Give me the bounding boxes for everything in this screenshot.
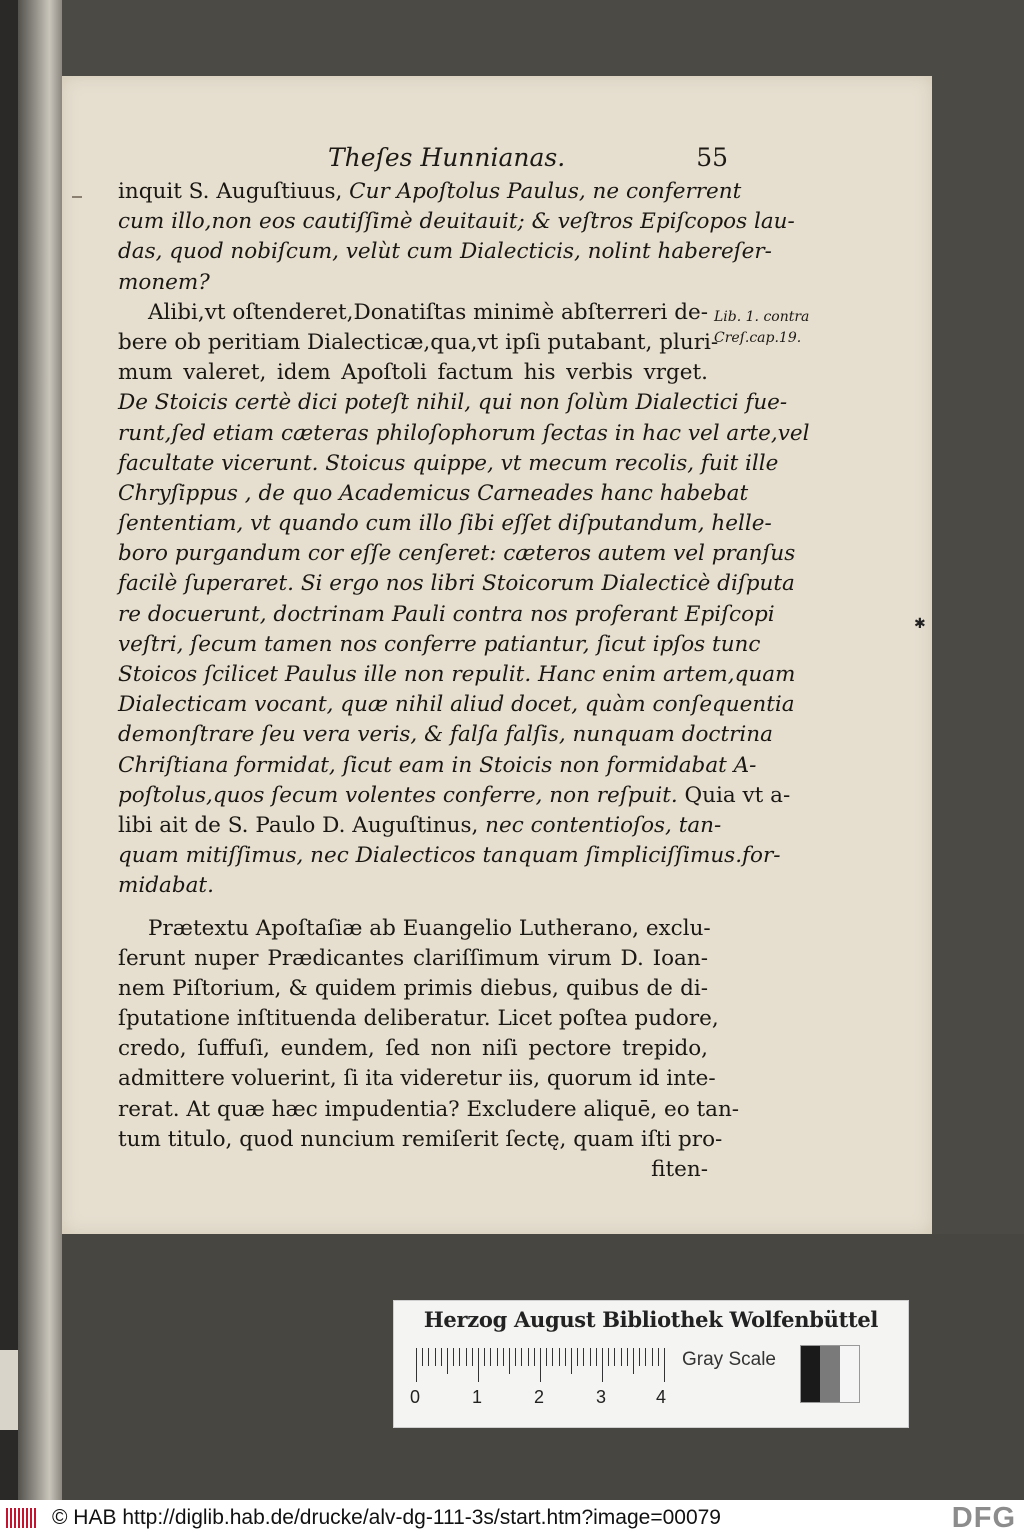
ruler-number: 3: [596, 1387, 607, 1407]
ruler-tick: [484, 1348, 485, 1366]
ruler-number: 0: [410, 1387, 421, 1407]
ruler-tick: [515, 1348, 516, 1366]
asterisk-mark: ✱: [914, 616, 926, 632]
running-head: [328, 143, 728, 172]
ruler-tick: [453, 1348, 454, 1366]
ruler-tick: [441, 1348, 442, 1366]
ruler-tick: [552, 1348, 553, 1366]
margin-note-line: Lib. 1. contra: [714, 309, 810, 325]
footer-bar: [0, 1500, 1024, 1535]
text-line: midabat.: [118, 873, 214, 899]
ruler-tick: [571, 1348, 572, 1374]
text-line: [118, 177, 742, 207]
swatch-white: [840, 1346, 859, 1402]
color-calibration-label: [393, 1300, 909, 1428]
ruler-tick: [466, 1348, 467, 1366]
ruler-tick: [645, 1348, 646, 1366]
text-line: ſputatione inſtituenda deliberatur. Licet poſtea pudore,: [118, 1006, 719, 1032]
ruler-tick: [497, 1348, 498, 1366]
ruler-tick: [577, 1348, 578, 1366]
text-line: tum titulo, quod nuncium remiſerit ſectę, quam iſti pro-: [118, 1126, 723, 1152]
ruler-tick: [534, 1348, 535, 1366]
ruler-tick: [652, 1348, 653, 1366]
ruler-tick: [614, 1348, 615, 1366]
ruler-tick: [658, 1348, 659, 1366]
text-line: nem Piſtorium, & quidem primis diebus, quibus de di-: [118, 975, 708, 1001]
ruler-tick: [633, 1348, 634, 1374]
text-line: demonſtrare ſeu vera veris, & falſa falſis, nunquam doctrina: [118, 722, 773, 748]
running-head-title: Theſes Hunnianas.: [328, 143, 566, 172]
text-line: quam mitiſſimus, nec Dialecticos tanquam ſimpliciſſimus.for-: [118, 843, 781, 869]
text-line: cum illo,non eos cautiſſimè deuitauit; & veſtros Epiſcopos lau-: [118, 209, 795, 235]
ruler-tick: [472, 1348, 473, 1366]
roman-span: inquit S. Auguſtiuus,: [118, 179, 350, 204]
text-line: [118, 781, 791, 811]
book-spine: [0, 0, 18, 1500]
ruler-tick: [540, 1348, 541, 1382]
hab-logo-icon: [6, 1508, 42, 1528]
text-line: boro purgandum cor eſſe cenſeret: cæteros autem vel pranſus: [118, 541, 796, 567]
text-line: facultate vicerunt. Stoicus quippe, vt mecum recolis, fuit ille: [118, 450, 779, 476]
text-line: ſententiam, vt quando cum illo ſibi eſſet diſputandum, helle-: [118, 511, 772, 537]
text-line: mum valeret, idem Apoſtoli factum his verbis vrget.: [118, 360, 708, 386]
ruler-tick: [627, 1348, 628, 1366]
ruler-tick: [521, 1348, 522, 1366]
ruler-tick: [608, 1348, 609, 1366]
text-line: Chryſippus , de quo Academicus Carneades hanc habebat: [118, 480, 749, 506]
text-line: facilè ſuperaret. Si ergo nos libri Stoicorum Dialecticè diſputa: [118, 571, 795, 597]
gray-scale-swatch: [800, 1345, 860, 1403]
text-line: rerat. At quæ hæc impudentia? Excludere aliquē, eo tan-: [118, 1096, 740, 1122]
ruler-number: 4: [656, 1387, 667, 1407]
margin-note-line: Creſ.cap.19.: [714, 330, 802, 346]
ruler-tick: [435, 1348, 436, 1366]
ruler-tick: [639, 1348, 640, 1366]
ruler-number: 2: [534, 1387, 545, 1407]
text-line: Alibi,vt oſtenderet,Donatiſtas minimè abſterreri de-: [148, 299, 708, 325]
italic-span: nec contentioſos, tan-: [485, 812, 722, 838]
text-line: credo, ſuffuſi, eundem, ſed non niſi pectore trepido,: [118, 1036, 708, 1062]
ruler-tick: [590, 1348, 591, 1366]
ruler-tick: [565, 1348, 566, 1366]
text-line: admittere voluerint, ſi ita videretur iis, quorum id inte-: [118, 1066, 716, 1092]
ruler-tick: [583, 1348, 584, 1366]
text-line: monem?: [118, 269, 210, 295]
text-line: bere ob peritiam Dialecticæ,qua,vt ipſi putabant, pluri-: [118, 329, 719, 355]
ruler-tick: [422, 1348, 423, 1366]
text-line: runt,ſed etiam cæteras philoſophorum ſectas in hac vel arte,vel: [118, 420, 810, 446]
text-line: De Stoicis certè dici poteſt nihil, qui non ſolùm Dialectici fue-: [118, 390, 788, 416]
ruler-tick: [596, 1348, 597, 1366]
ruler-tick: [546, 1348, 547, 1366]
text-line: das, quod nobiſcum, velùt cum Dialecticis, nolint habereſer-: [118, 239, 772, 265]
ruler-tick: [664, 1348, 665, 1382]
footer-url[interactable]: © HAB http://diglib.hab.de/drucke/alv-dg-111-3s/start.htm?image=00079: [52, 1506, 721, 1529]
ruler-tick: [478, 1348, 479, 1382]
italic-span: poſtolus,quos ſecum volentes conferre, non reſpuit.: [118, 782, 678, 808]
page-number: 55: [696, 143, 728, 172]
ruler-tick: [447, 1348, 448, 1374]
ruler-tick: [602, 1348, 603, 1382]
ruler-tick: [528, 1348, 529, 1366]
text-line: Dialecticam vocant, quæ nihil aliud docet, quàm conſequentia: [118, 692, 795, 718]
ruler-tick: [509, 1348, 510, 1374]
ruler-tick: [559, 1348, 560, 1366]
roman-span: Quia vt a-: [677, 782, 791, 808]
text-line: Prætextu Apoſtaſiæ ab Euangelio Lutherano, exclu-: [148, 915, 711, 941]
text-line: Chriſtiana formidat, ſicut eam in Stoicis non formidabat A-: [118, 752, 757, 778]
margin-note: [714, 307, 809, 349]
ruler-tick: [416, 1348, 417, 1382]
swatch-gray: [820, 1346, 839, 1402]
ruler-number: 1: [472, 1387, 483, 1407]
ruler-tick: [428, 1348, 429, 1366]
library-name: Herzog August Bibliothek Wolfenbüttel: [423, 1307, 879, 1332]
italic-span: Cur Apoſtolus Paulus, ne conferrent: [349, 179, 742, 204]
text-line: [118, 811, 722, 841]
text-line: ſerunt nuper Prædicantes clariſſimum virum D. Ioan-: [118, 945, 708, 971]
swatch-black: [801, 1346, 820, 1402]
text-line: veſtri, ſecum tamen nos conferre patiantur, ſicut ipſos tunc: [118, 631, 761, 657]
page-mark: [72, 196, 82, 198]
ruler-tick: [621, 1348, 622, 1366]
ruler-tick: [490, 1348, 491, 1366]
catchword: fiten-: [651, 1157, 708, 1182]
dfg-logo: DFG: [951, 1502, 1016, 1534]
text-line: Stoicos ſcilicet Paulus ille non repulit. Hanc enim artem,quam: [118, 662, 796, 687]
ruler-tick: [459, 1348, 460, 1366]
shelf-label-fragment: [0, 1350, 18, 1430]
gray-scale-label: Gray Scale: [682, 1349, 776, 1370]
ruler-tick: [503, 1348, 504, 1366]
text-line: re docuerunt, doctrinam Pauli contra nos proferant Epiſcopi: [118, 601, 775, 627]
scale-ruler: [416, 1348, 664, 1382]
roman-span: libi ait de S. Paulo D. Auguſtinus,: [118, 812, 486, 838]
